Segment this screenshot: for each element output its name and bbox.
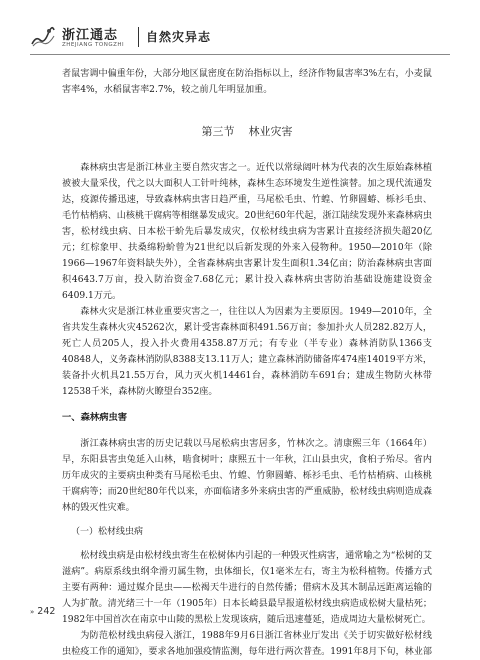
chapter-title: 自然灾异志 — [146, 30, 212, 44]
section-number: 第三节 — [201, 125, 235, 138]
section-title: 林业灾害 — [248, 125, 293, 138]
page-arrow-icon: » — [30, 608, 35, 616]
body-paragraph: 森林病虫害是浙江林业主要自然灾害之一。近代以常绿阔叶林为代表的次生原始森林植被被大量采伐，代之以大面积人工针叶纯林，森林生态环境发生逆性演替。加之现代流通发达，疫源传播迅速，导致森林病虫害日趋严重，马尾松毛虫、竹蝗、竹卵圆蝽、栎衫毛虫、毛竹枯梢病、山核桃干腐病等相继暴发成灾。20世纪60年代起，浙江陆续发现外来森林病虫害，松材线虫病、日本松干蚧先后暴发成灾，仅松材线虫病为害累计直接经济损失超20亿元；红棕象甲、扶桑绵粉蚧曾为21世纪以后新发现的外来入侵物种。1950—2010年（除1966—1967年资料缺失外），全省森林病虫害累计发生面积1.34亿亩；防治森林病虫害面积4643.7万亩，投入防治资金7.68亿元；累计投入森林病虫害防治基础设施建设资金6409.1万元。 — [62, 163, 432, 301]
body-paragraph: 森林火灾是浙江林业重要灾害之一，往往以人为因素为主要原因。1949—2010年，全省共发生森林火灾45262次，累计受害森林面积491.56万亩；参加扑火人员282.82万人，死亡人员205人，投入扑火费用4358.87万元；有专业（半专业）森林消防队1366支40848人，义务森林消防队8388支13.11万人；建立森林消防储备库474座14019平方米，装备扑火机具21.55万台，风力灭火机14461台，森林消防车691台；建成生物防火林带12538千米，森林防火瞭望台352座。 — [62, 307, 432, 397]
header-divider — [138, 27, 139, 47]
body-paragraph: 为防范松材线虫病侵入浙江，1988年9月6日浙江省林业厅发出《关于切实做好松材线虫检疫工作的通知》，要求各地加强疫情监测，每年进行两次普查。1991年8月下旬，林业部 — [62, 631, 432, 657]
body-paragraph: 者鼠害调中偏重年份，大部分地区鼠密度在防治指标以上，经济作物鼠害率3%左右，小麦鼠害率4%，水稻鼠害率2.7%，较之前几年明显加重。 — [62, 69, 432, 95]
logo-title: 浙江通志 — [62, 28, 119, 43]
page-number — [30, 606, 55, 617]
subsection-heading: 一、森林病虫害 — [62, 412, 128, 423]
logo-subtitle: ZHEJIANG TONGZHI — [62, 42, 125, 48]
body-paragraph: 浙江森林病虫害的历史记载以马尾松病虫害居多，竹林次之。清康熙三年（1664年）早，东阳县害虫兔延入山林，啮食树叶；康熙五十一年秋，江山县虫灾，食桕子殆尽。省内历年成灾的主要病虫种类有马尾松毛虫、竹蝗、竹卵圆蝽、栎衫毛虫、毛竹枯梢病、山核桃干腐病等；而20世纪80年代以来，亦面临诸多外来病虫害的严重威胁，松材线虫病则造成森林的毁灭性灾难。 — [62, 439, 432, 513]
header-rule — [30, 54, 450, 55]
page-body — [62, 66, 432, 660]
body-paragraph: 松材线虫病是由松材线虫寄生在松树体内引起的一种毁灭性病害，通常喻之为“松树的艾滋病”。病原系线虫纲伞滑刃属生物，虫体细长，仅1毫米左右，寄主为松科植物。传播方式主要有两种：通过媒介昆虫——松褐天牛进行的自然传播；借病木及其木制品远距离运输的人为扩散。清光绪三十一年（1905年）日本长崎县最早报道松材线虫病造成松树大量枯死；1982年中国首次在南京中山陵的黑松上发现该病，随后迅速蔓延，造成周边大量松树死亡。 — [62, 551, 432, 625]
page-number-text: 242 — [37, 606, 56, 617]
section-heading — [62, 124, 432, 140]
page-header — [30, 24, 450, 54]
zhejiang-tongzhi-logo-icon — [30, 26, 56, 48]
sub-subsection-heading: （一）松材线虫病 — [71, 527, 144, 537]
